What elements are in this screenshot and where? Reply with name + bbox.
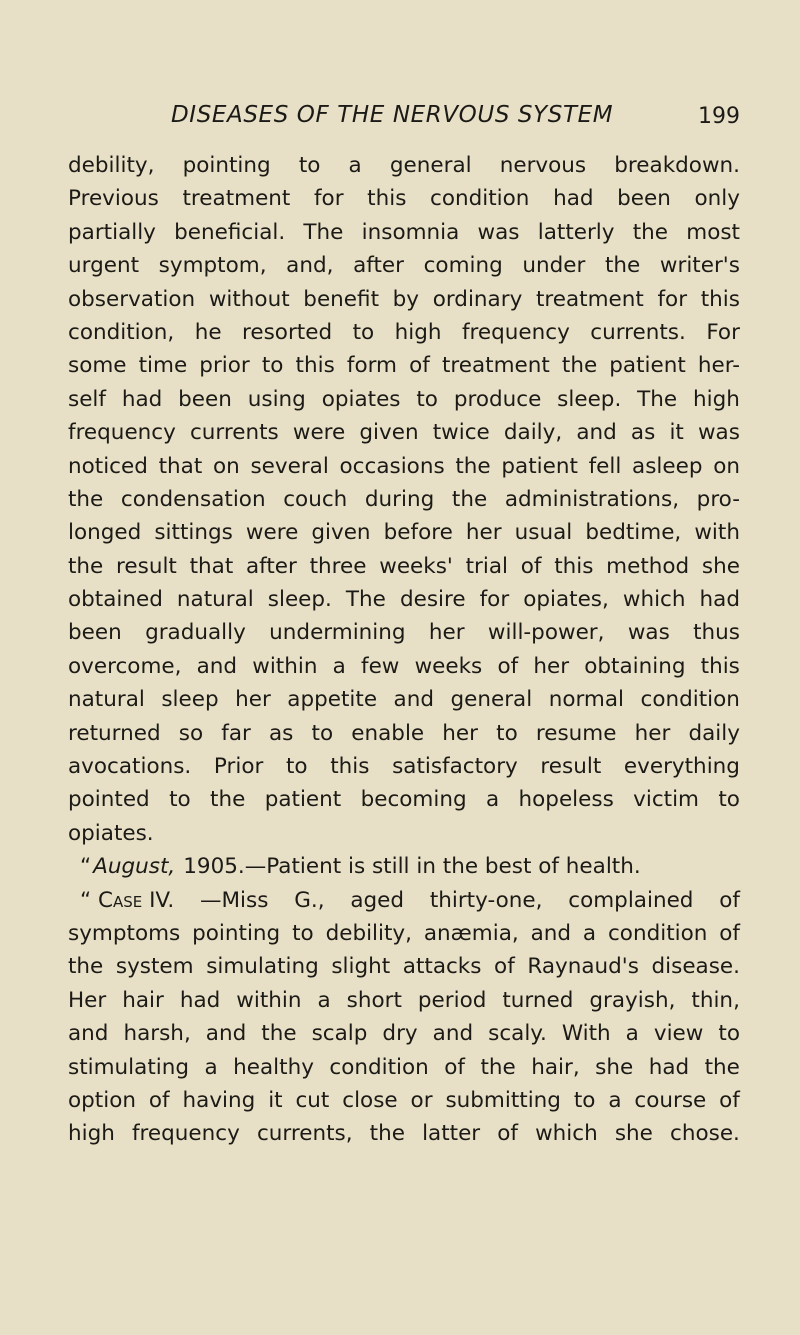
text-word: high — [394, 319, 442, 345]
text-word: of — [497, 653, 519, 679]
text-line — [68, 1084, 740, 1117]
text-word: her — [634, 720, 671, 746]
text-word: prior — [199, 353, 250, 379]
text-word: having — [182, 1087, 256, 1113]
text-word: the — [455, 453, 491, 479]
text-word: the — [480, 1054, 516, 1080]
text-word: sleep. — [557, 386, 622, 412]
text-word: her — [465, 520, 502, 546]
text-word: a — [317, 987, 331, 1013]
text-line — [68, 917, 740, 950]
text-word: fell — [588, 453, 622, 479]
text-word: view — [653, 1021, 704, 1047]
text-word: insomnia — [361, 219, 460, 245]
text-word: stimulating — [68, 1054, 190, 1080]
text-word: the — [68, 954, 104, 980]
text-word: a — [582, 920, 597, 946]
text-word: couch — [283, 486, 348, 512]
text-word: a — [608, 1087, 622, 1113]
text-word: and — [530, 920, 572, 946]
text-word: returned — [68, 720, 161, 746]
text-word: opiates — [321, 386, 401, 412]
text-word: debility, — [325, 920, 412, 946]
text-word: asleep — [632, 453, 703, 479]
text-word: had — [699, 587, 740, 613]
text-word: for — [313, 186, 344, 212]
text-word: so — [178, 720, 204, 746]
text-word: patient — [501, 453, 578, 479]
text-word: the — [369, 1121, 405, 1147]
text-word: natural — [68, 687, 145, 713]
text-line — [68, 783, 740, 816]
text-line — [68, 1051, 740, 1084]
text-word: The — [637, 386, 678, 412]
text-word: only — [694, 186, 740, 212]
text-line — [68, 683, 740, 716]
text-word: opiates, — [523, 587, 609, 613]
text-word: partially — [68, 219, 156, 245]
text-word: obtaining — [584, 653, 686, 679]
text-word: to — [298, 153, 321, 178]
text-word: chose. — [670, 1121, 740, 1147]
text-word: to — [311, 720, 334, 746]
text-word: within — [236, 987, 302, 1013]
text-word: had — [179, 987, 221, 1013]
text-line — [68, 750, 740, 783]
text-word: of — [444, 1054, 466, 1080]
text-word: desire — [399, 587, 466, 613]
case-lead — [80, 884, 174, 917]
text-word: complained — [568, 887, 694, 913]
case-heading-line — [68, 884, 740, 917]
text-word: G., — [294, 887, 325, 913]
text-word: avocations. — [68, 754, 192, 780]
text-word: opiates. — [68, 820, 154, 846]
text-word: benefit — [303, 286, 379, 312]
text-word: condition — [607, 920, 708, 946]
text-word: currents — [189, 420, 279, 446]
text-word: period — [417, 987, 487, 1013]
text-word: was — [477, 219, 520, 245]
text-line — [68, 583, 740, 616]
text-word: thirty-one, — [429, 887, 543, 913]
text-word: she — [614, 1121, 653, 1147]
text-word: using — [247, 386, 306, 412]
text-word: thin, — [691, 987, 740, 1013]
text-word: result — [116, 553, 177, 579]
text-word: to — [718, 1021, 740, 1047]
text-word: which — [535, 1121, 598, 1147]
text-word: undermining — [269, 620, 406, 646]
text-word: administrations, — [504, 486, 680, 512]
text-word: aged — [350, 887, 405, 913]
text-line — [68, 450, 740, 483]
text-word: For — [706, 319, 740, 345]
text-word: disease. — [651, 954, 740, 980]
text-word: within — [252, 653, 318, 679]
text-word: sleep — [161, 687, 219, 713]
text-word: latterly — [537, 219, 615, 245]
text-word: to — [169, 787, 191, 813]
text-word: anæmia, — [423, 920, 519, 946]
text-word: turned — [502, 987, 574, 1013]
text-word: usual — [514, 520, 573, 546]
text-word: sittings — [154, 520, 233, 546]
text-word: general — [450, 687, 533, 713]
text-word: her — [235, 687, 271, 713]
text-word: for — [657, 286, 688, 312]
text-word: daily — [688, 720, 740, 746]
text-word: patient — [264, 787, 342, 813]
text-word: weeks' — [379, 553, 453, 579]
text-word: treatment — [441, 353, 550, 379]
text-word: to — [261, 353, 284, 379]
text-word: her — [442, 720, 478, 746]
text-word: scalp — [311, 1021, 368, 1047]
text-word: The — [303, 219, 344, 245]
text-word: Previous — [68, 186, 159, 212]
text-word: been — [617, 186, 671, 212]
text-word: of — [520, 553, 542, 579]
text-word: for — [479, 587, 510, 613]
text-word: of — [148, 1087, 170, 1113]
text-line — [68, 383, 740, 416]
running-head — [68, 102, 740, 142]
text-line — [68, 249, 740, 282]
text-line — [68, 817, 740, 850]
text-word: the — [68, 553, 104, 579]
text-word: high — [693, 386, 740, 412]
text-word: with — [694, 520, 740, 546]
text-word: method — [606, 553, 690, 579]
text-word: most — [686, 219, 740, 245]
text-word: submitting — [445, 1087, 561, 1113]
text-line — [68, 216, 740, 249]
text-word: by — [392, 286, 420, 312]
text-line — [68, 717, 740, 750]
page-number: 199 — [698, 104, 740, 129]
text-word: on — [212, 453, 240, 479]
text-word: during — [364, 486, 435, 512]
text-word: will-power, — [487, 620, 605, 646]
text-word: given — [311, 520, 371, 546]
text-line — [68, 416, 740, 449]
text-word: which — [622, 587, 686, 613]
text-word: without — [208, 286, 290, 312]
text-word: cut — [295, 1087, 330, 1113]
text-line — [68, 984, 740, 1017]
text-word: on — [713, 453, 740, 479]
text-word: obtained — [68, 587, 163, 613]
text-word: he — [194, 319, 222, 345]
text-word: condition — [640, 687, 740, 713]
text-word: this — [700, 286, 740, 312]
text-word: a — [204, 1054, 218, 1080]
body-text — [68, 149, 740, 1151]
text-word: everything — [623, 754, 740, 780]
text-word: daily, — [503, 420, 563, 446]
text-word: condensation — [120, 486, 266, 512]
text-word: debility, — [68, 153, 155, 178]
text-word: as — [630, 420, 656, 446]
text-word: had — [648, 1054, 690, 1080]
text-word: were — [292, 420, 346, 446]
text-line — [68, 316, 740, 349]
text-word: to — [285, 754, 308, 780]
text-word: frequency — [68, 420, 176, 446]
note-text: 1905.—Patient is still in the best of health. — [183, 854, 641, 880]
text-word: of — [719, 887, 740, 913]
text-line — [68, 182, 740, 215]
text-word: and — [196, 653, 238, 679]
text-line — [68, 149, 740, 182]
text-word: been — [68, 620, 122, 646]
running-title: DISEASES OF THE NERVOUS SYSTEM — [171, 102, 614, 128]
text-word: of — [497, 1121, 518, 1147]
text-word: three — [309, 553, 367, 579]
text-word: her — [428, 620, 465, 646]
text-word: pro- — [696, 486, 740, 512]
text-word: natural — [176, 587, 254, 613]
dated-note-line — [68, 850, 740, 883]
text-word: the — [604, 253, 641, 279]
text-word: and — [576, 420, 617, 446]
text-word: this — [700, 653, 740, 679]
text-line — [68, 283, 740, 316]
text-word: Prior — [213, 754, 264, 780]
text-word: to — [573, 1087, 596, 1113]
text-word: overcome, — [68, 653, 182, 679]
text-word: to — [352, 319, 375, 345]
text-word: was — [697, 420, 740, 446]
text-word: dry — [382, 1021, 418, 1047]
text-word: option — [68, 1087, 136, 1113]
text-word: under — [522, 253, 586, 279]
text-word: Her — [68, 987, 107, 1013]
text-word: occasions — [339, 453, 445, 479]
text-word: after — [246, 553, 297, 579]
text-word: urgent — [68, 253, 140, 279]
text-word: hair — [122, 987, 164, 1013]
text-word: the — [210, 787, 246, 813]
text-word: condition, — [68, 319, 175, 345]
text-word: trial — [465, 553, 508, 579]
text-word: gradually — [145, 620, 246, 646]
text-word: bedtime, — [585, 520, 682, 546]
text-word: ordinary — [432, 286, 523, 312]
text-word: form — [346, 353, 398, 379]
text-word: noticed — [68, 453, 148, 479]
text-word: her — [533, 653, 570, 679]
text-word: of — [719, 1087, 740, 1113]
text-word: a — [332, 653, 346, 679]
text-word: or — [410, 1087, 433, 1113]
text-word: twice — [432, 420, 490, 446]
text-word: With — [561, 1021, 611, 1047]
text-word: the — [451, 486, 488, 512]
text-word: it — [669, 420, 684, 446]
text-word: to — [292, 920, 314, 946]
text-word: her- — [697, 353, 740, 379]
text-word: condition — [329, 1054, 429, 1080]
text-word: symptoms — [68, 920, 181, 946]
text-word: Raynaud's — [527, 954, 639, 980]
text-word: beneficial. — [174, 219, 286, 245]
text-word: she — [595, 1054, 634, 1080]
text-word: The — [345, 587, 386, 613]
text-word: —Miss — [199, 887, 269, 913]
text-word: and, — [286, 253, 334, 279]
text-word: simulating — [206, 954, 319, 980]
text-word: and — [205, 1021, 247, 1047]
text-word: hopeless — [518, 787, 614, 813]
text-line — [68, 516, 740, 549]
text-word: pointing — [182, 153, 271, 178]
text-word: treatment — [535, 286, 644, 312]
text-word: time — [138, 353, 188, 379]
text-word: healthy — [233, 1054, 314, 1080]
text-word: system — [115, 954, 194, 980]
text-line — [68, 550, 740, 583]
text-word: satisfactory — [392, 754, 518, 780]
text-word: general — [389, 153, 472, 178]
text-line — [68, 349, 740, 382]
text-line — [68, 650, 740, 683]
text-word: pointing — [192, 920, 281, 946]
text-word: hair, — [531, 1054, 580, 1080]
text-word: patient — [609, 353, 686, 379]
text-word: she — [701, 553, 740, 579]
text-word: enable — [351, 720, 425, 746]
text-line — [68, 616, 740, 649]
text-word: the — [261, 1021, 297, 1047]
text-word: was — [627, 620, 670, 646]
text-word: after — [353, 253, 404, 279]
text-word: this — [367, 186, 407, 212]
text-word: sleep. — [267, 587, 332, 613]
text-word: short — [346, 987, 402, 1013]
opening-quote: “ — [80, 854, 92, 880]
text-word: been — [178, 386, 232, 412]
text-word: and — [393, 687, 434, 713]
text-word: currents. — [590, 319, 686, 345]
text-word: the — [68, 486, 104, 512]
text-word: and — [432, 1021, 474, 1047]
text-word: nervous — [499, 153, 587, 178]
text-word: slight — [331, 954, 391, 980]
text-word: writer's — [659, 253, 740, 279]
text-word: course — [634, 1087, 707, 1113]
text-word: of — [719, 920, 740, 946]
text-word: scaly. — [488, 1021, 547, 1047]
text-word: it — [268, 1087, 283, 1113]
text-word: victim — [633, 787, 700, 813]
text-word: several — [250, 453, 329, 479]
text-word: normal — [548, 687, 625, 713]
text-word: result — [540, 754, 602, 780]
text-word: that — [158, 453, 203, 479]
text-word: far — [221, 720, 251, 746]
text-word: some — [68, 353, 127, 379]
text-word: pointed — [68, 787, 150, 813]
text-word: the — [632, 219, 669, 245]
text-line — [68, 1017, 740, 1050]
text-word: this — [330, 754, 370, 780]
text-word: latter — [422, 1121, 481, 1147]
text-word: given — [359, 420, 419, 446]
text-word: produce — [453, 386, 542, 412]
text-word: few — [361, 653, 400, 679]
text-word: resume — [535, 720, 617, 746]
text-word: this — [554, 553, 594, 579]
text-word: treatment — [182, 186, 291, 212]
text-word: harsh, — [123, 1021, 191, 1047]
text-word: of — [409, 353, 430, 379]
text-word: resorted — [242, 319, 333, 345]
text-word: currents, — [256, 1121, 353, 1147]
text-word: observation — [68, 286, 196, 312]
text-word: to — [718, 787, 740, 813]
text-word: grayish, — [589, 987, 676, 1013]
text-word: a — [348, 153, 362, 178]
text-word: a — [625, 1021, 639, 1047]
text-word: attacks — [402, 954, 482, 980]
opening-quote: “ — [80, 887, 92, 913]
text-line — [68, 1117, 740, 1150]
text-word: frequency — [461, 319, 570, 345]
note-month: August, — [93, 854, 176, 880]
text-word: breakdown. — [614, 153, 740, 178]
text-line — [68, 950, 740, 983]
text-word: were — [245, 520, 299, 546]
case-number: Case IV. — [97, 887, 175, 913]
text-word: as — [269, 720, 294, 746]
text-word: becoming — [360, 787, 467, 813]
text-word: self — [68, 386, 106, 412]
text-word: that — [189, 553, 234, 579]
text-word: high — [68, 1121, 115, 1147]
text-word: and — [68, 1021, 109, 1047]
text-word: appetite — [287, 687, 378, 713]
text-line — [68, 483, 740, 516]
text-word: this — [295, 353, 335, 379]
text-word: to — [416, 386, 438, 412]
text-word: condition — [430, 186, 530, 212]
text-word: had — [553, 186, 594, 212]
text-word: had — [121, 386, 163, 412]
text-word: weeks — [414, 653, 483, 679]
text-word: close — [342, 1087, 398, 1113]
text-word: thus — [693, 620, 740, 646]
text-word: frequency — [131, 1121, 240, 1147]
text-word: symptom, — [158, 253, 267, 279]
text-word: before — [383, 520, 453, 546]
text-word: longed — [68, 520, 142, 546]
text-word: a — [485, 787, 500, 813]
text-word: of — [494, 954, 515, 980]
text-word: the — [561, 353, 598, 379]
text-word: the — [704, 1054, 740, 1080]
text-word: coming — [423, 253, 503, 279]
text-word: to — [496, 720, 518, 746]
